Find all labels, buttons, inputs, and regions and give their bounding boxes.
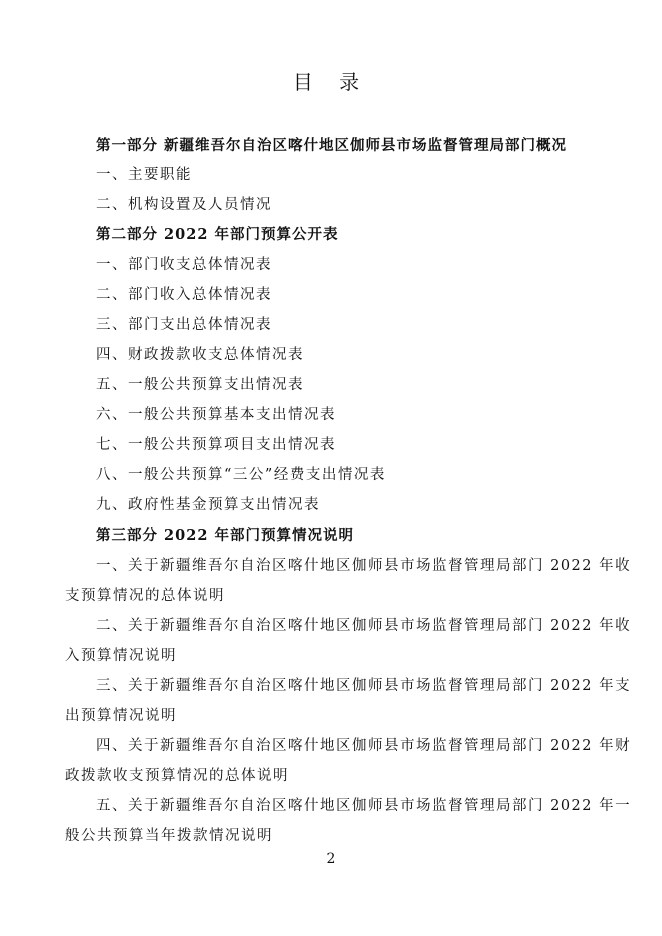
toc-item: 七、一般公共预算项目支出情况表 <box>96 437 336 453</box>
toc-item: 八、一般公共预算“三公”经费支出情况表 <box>96 467 386 483</box>
toc-item: 二、部门收入总体情况表 <box>96 287 272 303</box>
toc-item-continuation: 出预算情况说明 <box>65 708 177 724</box>
toc-item-continuation: 支预算情况的总体说明 <box>65 588 225 604</box>
toc-item: 二、关于新疆维吾尔自治区喀什地区伽师县市场监督管理局部门 2022 年收 <box>96 618 632 634</box>
toc-item: 五、一般公共预算支出情况表 <box>96 377 304 393</box>
toc-item: 四、财政拨款收支总体情况表 <box>96 347 304 363</box>
toc-item: 二、机构设置及人员情况 <box>96 197 272 213</box>
page-title: 目 录 <box>292 70 370 94</box>
section-heading-part3: 第三部分 2022 年部门预算情况说明 <box>96 527 354 544</box>
toc-item: 三、部门支出总体情况表 <box>96 317 272 333</box>
toc-item: 九、政府性基金预算支出情况表 <box>96 497 320 513</box>
toc-item: 五、关于新疆维吾尔自治区喀什地区伽师县市场监督管理局部门 2022 年一 <box>96 798 632 814</box>
section-heading-part2: 第二部分 2022 年部门预算公开表 <box>96 226 339 243</box>
toc-item: 一、主要职能 <box>96 167 192 183</box>
toc-item: 四、关于新疆维吾尔自治区喀什地区伽师县市场监督管理局部门 2022 年财 <box>96 738 632 754</box>
toc-item: 一、部门收支总体情况表 <box>96 257 272 273</box>
toc-item-continuation: 般公共预算当年拨款情况说明 <box>65 828 273 844</box>
toc-item-continuation: 政拨款收支预算情况的总体说明 <box>65 768 289 784</box>
page-number: 2 <box>326 851 336 867</box>
section-heading-part1: 第一部分 新疆维吾尔自治区喀什地区伽师县市场监督管理局部门概况 <box>96 137 568 154</box>
toc-item: 一、关于新疆维吾尔自治区喀什地区伽师县市场监督管理局部门 2022 年收 <box>96 558 632 574</box>
toc-item: 三、关于新疆维吾尔自治区喀什地区伽师县市场监督管理局部门 2022 年支 <box>96 678 632 694</box>
toc-item: 六、一般公共预算基本支出情况表 <box>96 407 336 423</box>
toc-item-continuation: 入预算情况说明 <box>65 648 177 664</box>
